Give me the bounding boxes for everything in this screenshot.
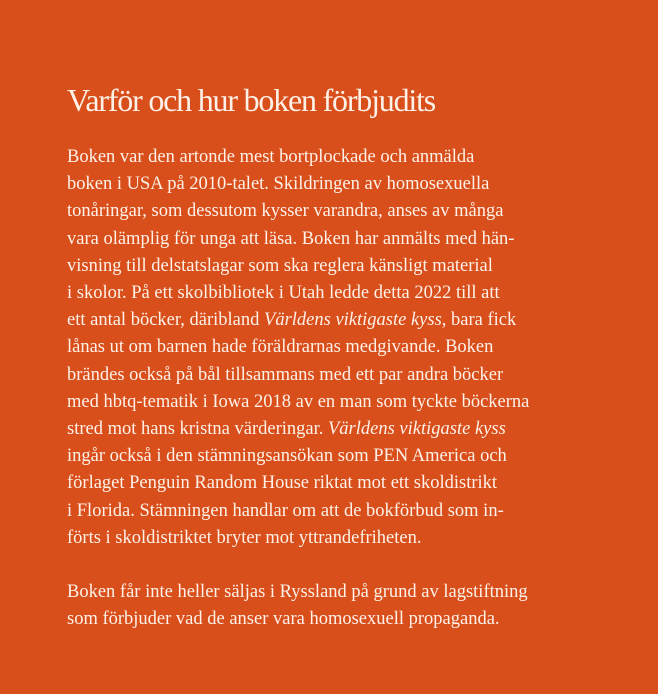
text-line: [67, 579, 607, 606]
text-span: stred mot hans kristna värderingar.: [67, 419, 328, 440]
text-span: i Florida. Stämningen handlar om att de bokförbud som in-: [67, 500, 504, 521]
text-line: [67, 443, 607, 470]
text-line: [67, 198, 607, 225]
text-span: med hbtq-tematik i Iowa 2018 av en man som tyckte böckerna: [67, 391, 530, 412]
text-line: [67, 226, 607, 253]
text-span: Boken får inte heller säljas i Ryssland på grund av lagstiftning: [67, 582, 528, 603]
text-span: tonåringar, som dessutom kysser varandra, anses av många: [67, 201, 504, 222]
text-line: [67, 307, 607, 334]
book-title-italic: Världens viktigaste kyss: [264, 310, 442, 331]
text-line: [67, 606, 607, 633]
text-line: [67, 525, 607, 552]
text-span: visning till delstatslagar som ska reglera känsligt material: [67, 255, 493, 276]
text-span: Boken var den artonde mest bortplockade och anmälda: [67, 147, 475, 167]
paragraph-2: [67, 579, 607, 633]
text-line: [67, 498, 607, 525]
text-span: , bara fick: [441, 310, 517, 331]
text-span: vara olämplig för unga att läsa. Boken har anmälts med hän-: [67, 228, 515, 249]
text-line: [67, 389, 607, 416]
text-span: som förbjuder vad de anser vara homosexuell propaganda.: [67, 609, 500, 630]
text-line: [67, 362, 607, 389]
text-line: [67, 334, 607, 361]
book-title-italic: Världens viktigaste kyss: [328, 419, 506, 440]
paragraph-gap: [67, 552, 607, 579]
text-span: i skolor. På ett skolbibliotek i Utah ledde detta 2022 till att: [67, 283, 500, 304]
text-line: [67, 144, 607, 171]
text-line: [67, 280, 607, 307]
text-span: ett antal böcker, däribland: [67, 310, 265, 331]
text-span: brändes också på bål tillsammans med ett par andra böcker: [67, 364, 504, 385]
text-span: boken i USA på 2010-talet. Skildringen av homosexuella: [67, 174, 490, 195]
text-line: [67, 171, 607, 198]
text-line: [67, 253, 607, 280]
text-line: [67, 470, 607, 497]
text-span: förts i skoldistriktet bryter mot yttrandefriheten.: [67, 527, 422, 548]
article-body: [67, 144, 607, 634]
text-span: lånas ut om barnen hade föräldrarnas medgivande. Boken: [67, 337, 494, 358]
text-span: ingår också i den stämningsansökan som PEN America och: [67, 446, 507, 467]
text-span: förlaget Penguin Random House riktat mot ett skoldistrikt: [67, 473, 498, 494]
section-heading: Varför och hur boken förbjudits: [67, 82, 436, 118]
text-line: [67, 416, 607, 443]
paragraph-1: [67, 144, 607, 552]
